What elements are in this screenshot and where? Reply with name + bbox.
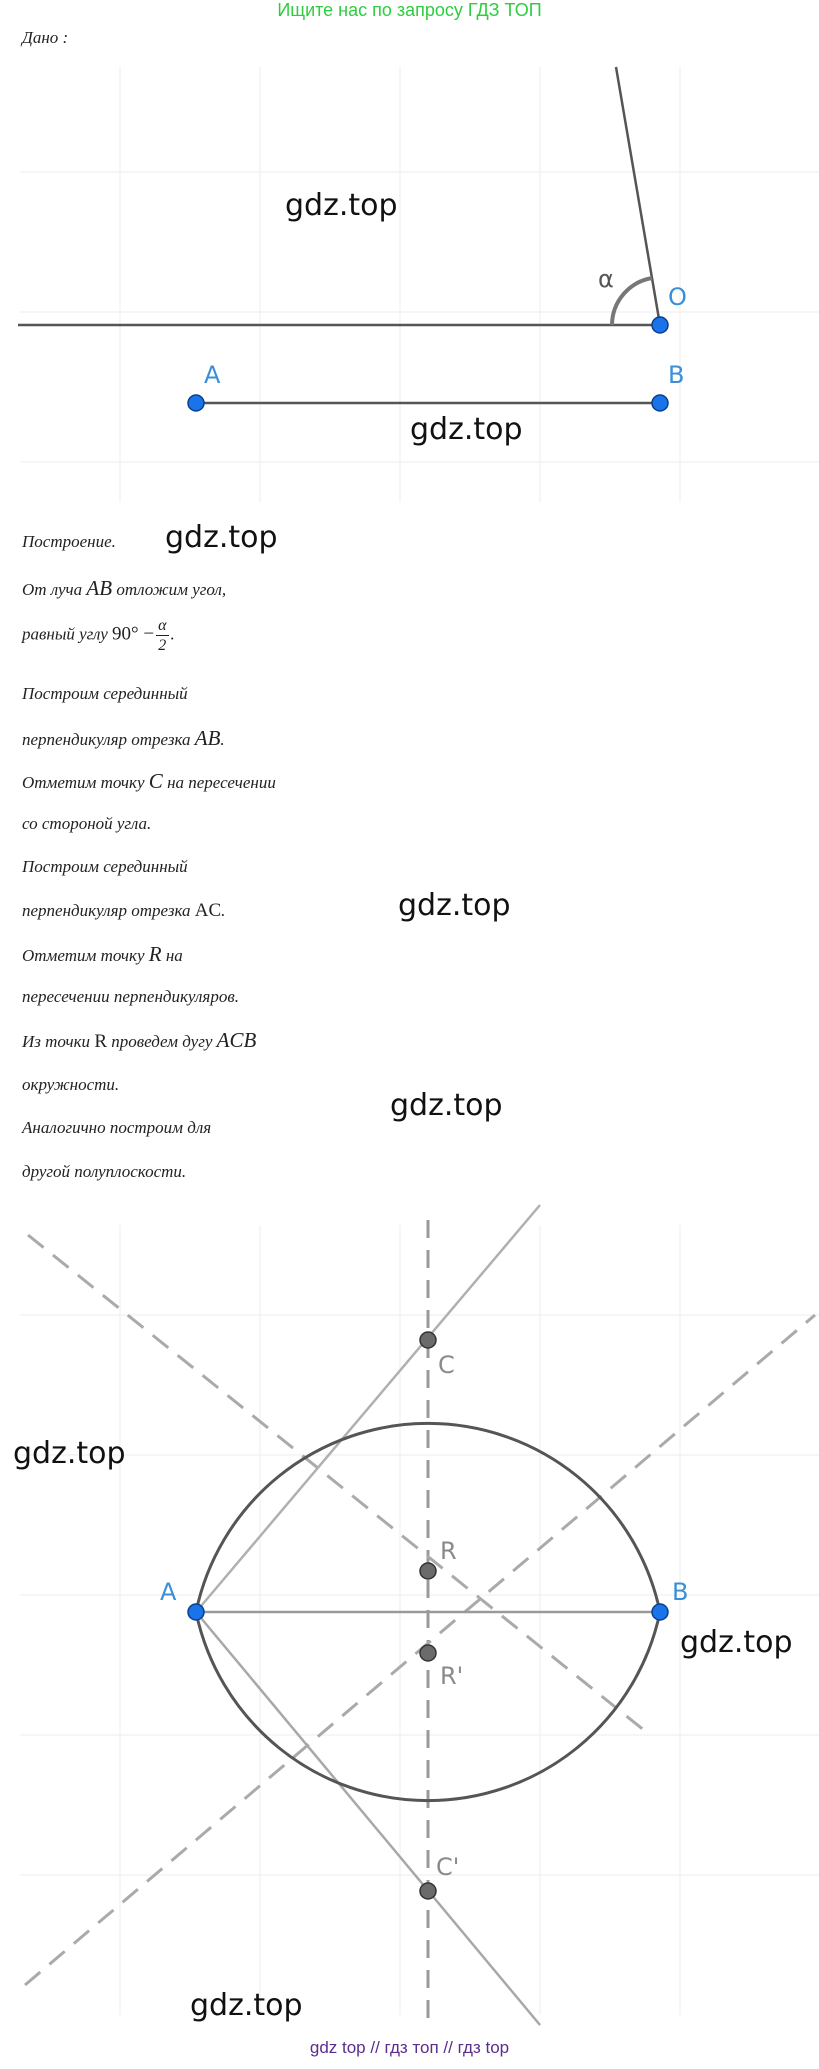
point-R-prime: [420, 1645, 436, 1661]
label-C: C: [438, 1351, 455, 1379]
label-B: B: [668, 361, 685, 389]
watermark: gdz.top: [190, 1988, 303, 2023]
step-6: Отметим точку C на пересечении: [22, 769, 276, 793]
point-A: [188, 395, 204, 411]
label-R-prime: R': [440, 1662, 464, 1690]
label-A: A: [160, 1578, 177, 1606]
ray-slanted: [616, 67, 660, 325]
footer-link-2[interactable]: гдз топ: [384, 2038, 439, 2057]
point-B: [652, 395, 668, 411]
watermark: gdz.top: [680, 1625, 793, 1660]
step-11: пересечении перпендикуляров.: [22, 987, 239, 1006]
footer-links: [0, 2038, 819, 2058]
point-O: [652, 317, 668, 333]
watermark: gdz.top: [13, 1436, 126, 1471]
alpha-over-two: $\frac{\alpha}{2}$: [158, 617, 167, 654]
label-A: A: [204, 361, 221, 389]
watermark: gdz.top: [285, 188, 398, 223]
construction-figure: [0, 1195, 819, 2030]
step-2: От луча AB отложим угол,: [22, 576, 227, 600]
label-R: R: [440, 1537, 457, 1565]
step-13: окружности.: [22, 1075, 120, 1094]
step-3: равный углу 90° − $\frac{\alpha}{2}$ .: [22, 617, 175, 654]
footer-separator: //: [370, 2038, 380, 2057]
given-label: Дано :: [22, 28, 69, 47]
step-1: Построение.: [22, 532, 116, 551]
watermark: gdz.top: [398, 888, 511, 923]
grid: [20, 1225, 819, 2015]
label-O: O: [668, 283, 687, 311]
angle-side-upper: [196, 1205, 540, 1612]
footer-separator: //: [443, 2038, 453, 2057]
footer-link-1[interactable]: gdz top: [309, 2038, 366, 2057]
bisector-ac: [28, 1235, 650, 1735]
point-A: [188, 1604, 204, 1620]
footer-link-3[interactable]: гдз top: [457, 2038, 510, 2057]
step-4: Построим серединный: [22, 684, 188, 703]
watermark: gdz.top: [390, 1088, 503, 1123]
top-banner: Ищите нас по запросу ГДЗ ТОП: [277, 0, 542, 20]
angle-arc: [612, 278, 652, 325]
step-10: Отметим точку R на: [22, 942, 183, 966]
step-12: Из точки R проведем дугу ACB: [22, 1028, 257, 1052]
step-5: перпендикуляр отрезка AB.: [22, 726, 225, 750]
step-15: другой полуплоскости.: [22, 1162, 187, 1181]
watermark: gdz.top: [410, 412, 523, 447]
label-C-prime: C': [436, 1853, 460, 1881]
step-7: со стороной угла.: [22, 814, 152, 833]
label-B: B: [672, 1578, 689, 1606]
watermark: gdz.top: [165, 520, 278, 555]
angle-side-lower: [196, 1612, 540, 2025]
point-B: [652, 1604, 668, 1620]
point-C-prime: [420, 1883, 436, 1899]
angle-alpha-label: α: [598, 265, 614, 293]
point-R: [420, 1563, 436, 1579]
point-C: [420, 1332, 436, 1348]
step-9: перпендикуляр отрезка AC.: [22, 900, 226, 921]
step-14: Аналогично построим для: [22, 1118, 212, 1137]
step-8: Построим серединный: [22, 857, 188, 876]
